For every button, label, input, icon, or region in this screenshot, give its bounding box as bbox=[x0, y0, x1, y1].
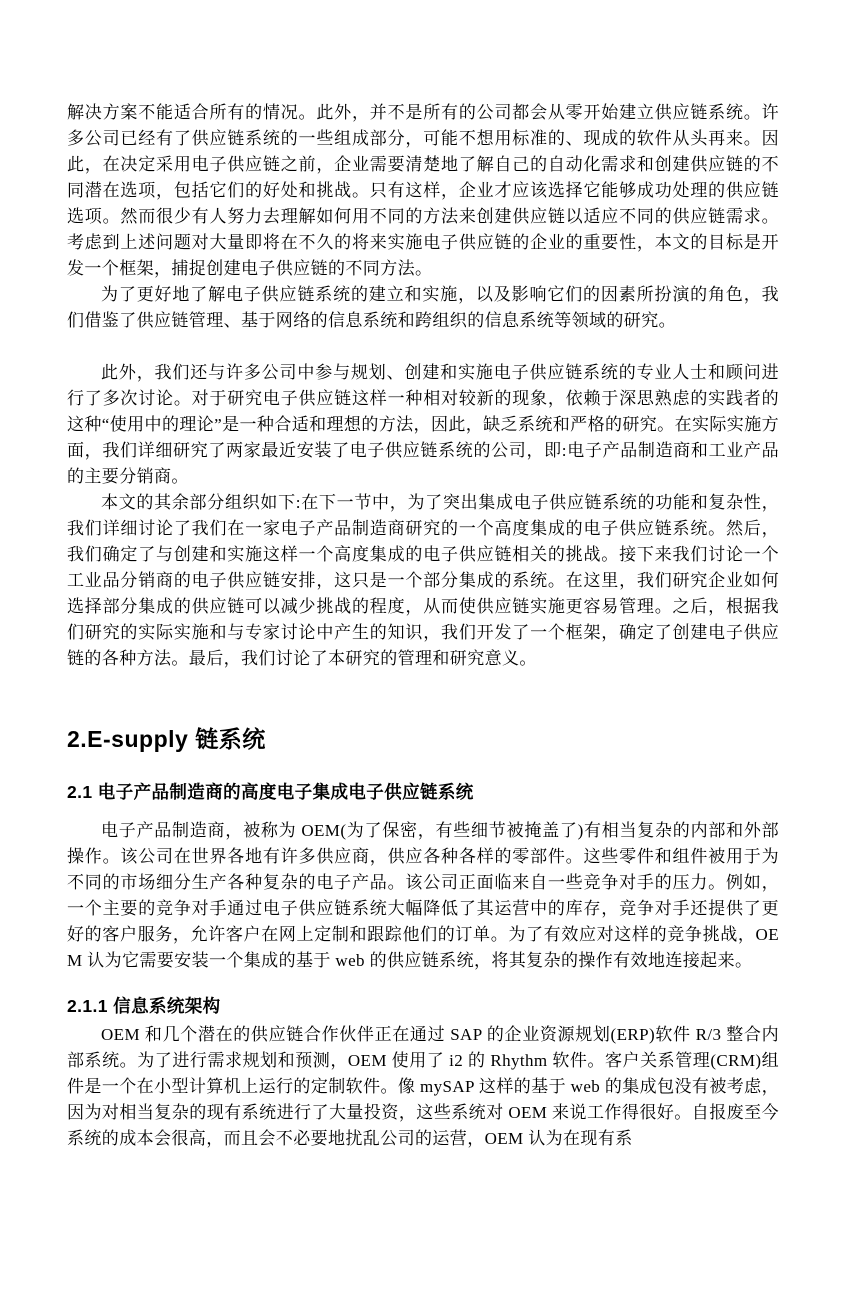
subsection-heading-2-1-1: 2.1.1 信息系统架构 bbox=[67, 996, 221, 1016]
paragraph: 本文的其余部分组织如下:在下一节中，为了突出集成电子供应链系统的功能和复杂性，我们详细讨论了我们在一家电子产品制造商研究的一个高度集成的电子供应链系统。然后，我们确定了与创建和实施这样一个高度集成的电子供应链相关的挑战。接下来我们讨论一个工业品分销商的电子供应链安排，这只是一个部分集成的系统。在这里，我们研究企业如何选择部分集成的供应链可以减少挑战的程度，从而使供应链实施更容易管理。之后，根据我们研究的实际实施和与专家讨论中产生的知识，我们开发了一个框架，确定了创建电子供应链的各种方法。最后，我们讨论了本研究的管理和研究意义。 bbox=[67, 493, 779, 668]
paragraph: 电子产品制造商，被称为 OEM(为了保密，有些细节被掩盖了)有相当复杂的内部和外部操作。该公司在世界各地有许多供应商，供应各种各样的零部件。这些零件和组件被用于为不同的市场细分生产各种复杂的电子产品。该公司正面临来自一些竞争对手的压力。例如，一个主要的竞争对手通过电子供应链系统大幅降低了其运营中的库存，竞争对手还提供了更好的客户服务，允许客户在网上定制和跟踪他们的订单。为了有效应对这样的竞争挑战，OEM 认为它需要安装一个集成的基于 web 的供应链系统，将其复杂的操作有效地连接起来。 bbox=[67, 821, 779, 970]
section-heading-esupply: 2.E-supply 链系统 bbox=[67, 726, 266, 752]
paragraph: 此外，我们还与许多公司中参与规划、创建和实施电子供应链系统的专业人士和顾问进行了多次讨论。对于研究电子供应链这样一种相对较新的现象，依赖于深思熟虑的实践者的这种“使用中的理论”是一种合适和理想的方法，因此，缺乏系统和严格的研究。在实际实施方面，我们详细研究了两家最近安装了电子供应链系统的公司，即:电子产品制造商和工业产品的主要分销商。 bbox=[67, 363, 779, 486]
paragraph: 为了更好地了解电子供应链系统的建立和实施，以及影响它们的因素所扮演的角色，我们借鉴了供应链管理、基于网络的信息系统和跨组织的信息系统等领域的研究。 bbox=[67, 285, 779, 330]
paragraph-continued: 解决方案不能适合所有的情况。此外，并不是所有的公司都会从零开始建立供应链系统。许多公司已经有了供应链系统的一些组成部分，可能不想用标准的、现成的软件从头再来。因此，在决定采用电子供应链之前，企业需要清楚地了解自己的自动化需求和创建供应链的不同潜在选项，包括它们的好处和挑战。只有这样，企业才应该选择它能够成功处理的供应链选项。然而很少有人努力去理解如何用不同的方法来创建供应链以适应不同的供应链需求。考虑到上述问题对大量即将在不久的将来实施电子供应链的企业的重要性，本文的目标是开发一个框架，捕捉创建电子供应链的不同方法。 bbox=[67, 103, 779, 278]
subsection-heading-2-1: 2.1 电子产品制造商的高度电子集成电子供应链系统 bbox=[67, 782, 474, 802]
paragraph-cut-off: OEM 和几个潜在的供应链合作伙伴正在通过 SAP 的企业资源规划(ERP)软件 R/3 整合内部系统。为了进行需求规划和预测，OEM 使用了 i2 的 Rhythm 软件。客户关系管理(CRM)组件是一个在小型计算机上运行的定制软件。像 mySAP 这样的基于 web 的集成包没有被考虑，因为对相当复杂的现有系统进行了大量投资，这些系统对 OEM 来说工作得很好。自报废至今系统的成本会很高，而且会不必要地扰乱公司的运营，OEM 认为在现有系 bbox=[67, 1025, 779, 1148]
